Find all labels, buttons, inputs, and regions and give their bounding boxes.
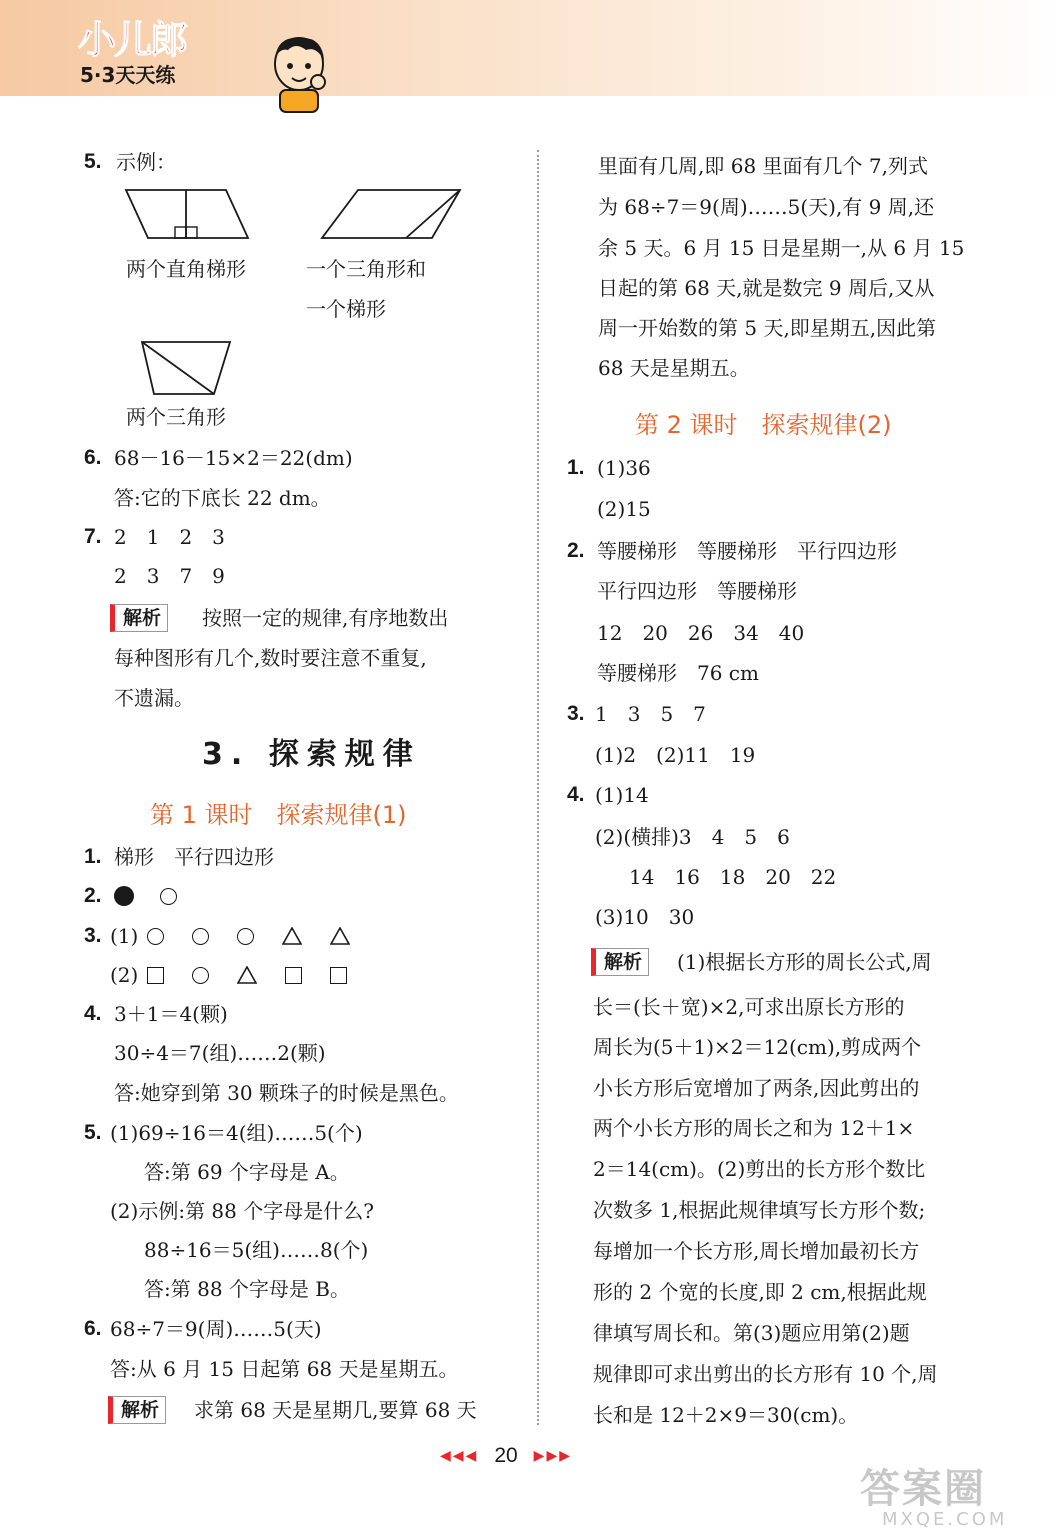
analysis-badge: 解析	[110, 604, 168, 632]
logo-title: 小儿郎	[78, 18, 187, 62]
analysis-text: 按照一定的规律,有序地数出	[202, 606, 449, 630]
lesson-title: 第 2 课时 探索规律(2)	[635, 411, 892, 439]
watermark-url: MXQE.COM	[882, 1509, 1008, 1530]
answer-line: (2)15	[597, 497, 651, 521]
answer-line: 答:第 69 个字母是 A。	[144, 1160, 350, 1184]
question-number: 7.	[84, 525, 102, 548]
page-footer	[440, 1444, 572, 1468]
answer-line: 12 20 26 34 40	[597, 621, 805, 645]
right-arrows-icon: ▶▶▶	[533, 1448, 572, 1464]
triangle-icon	[330, 927, 350, 945]
analysis-text: 里面有几周,即 68 里面有几个 7,列式	[598, 154, 928, 178]
answer-line: 等腰梯形 76 cm	[597, 661, 759, 685]
circle-icon	[237, 928, 254, 945]
analysis-badge: 解析	[591, 948, 649, 976]
q5-text: 示例：	[116, 150, 176, 174]
a3-row2-shapes	[147, 966, 347, 984]
a3-row1-shapes	[147, 927, 350, 945]
answer-line: 答:它的下底长 22 dm。	[114, 486, 331, 510]
triangle-icon	[237, 966, 257, 984]
answer-line: (2)示例:第 88 个字母是什么?	[110, 1199, 374, 1223]
analysis-text: 日起的第 68 天,就是数完 9 周后,又从	[598, 276, 935, 300]
analysis-badge: 解析	[108, 1396, 166, 1424]
answer-line: (3)10 30	[595, 905, 695, 929]
column-divider	[537, 150, 539, 1425]
question-number: 2.	[567, 539, 585, 562]
triangle-icon	[282, 927, 302, 945]
figure-caption: 两个三角形	[126, 405, 226, 429]
answer-label: (1)	[110, 924, 139, 948]
a2-shapes	[114, 886, 177, 906]
answer-line: 平行四边形 等腰梯形	[597, 579, 797, 603]
answer-line: (1)14	[595, 783, 649, 807]
answer-line: 梯形 平行四边形	[114, 845, 274, 869]
question-number: 3.	[84, 924, 102, 947]
analysis-text: 每增加一个长方形,周长增加最初长方	[593, 1239, 920, 1263]
question-number: 4.	[567, 783, 585, 806]
answer-line: 2 1 2 3	[114, 525, 225, 549]
lesson-title: 第 1 课时 探索规律(1)	[150, 801, 407, 829]
answer-line: 30÷4＝7(组)……2(颗)	[114, 1041, 326, 1065]
answer-line: 88÷16＝5(组)……8(个)	[144, 1238, 369, 1262]
answer-line: 3＋1＝4(颗)	[114, 1002, 228, 1026]
mascot-icon	[266, 34, 332, 114]
answer-line: 68－16－15×2＝22(dm)	[114, 446, 353, 470]
analysis-text: 小长方形后宽增加了两条,因此剪出的	[593, 1076, 920, 1100]
analysis-text: 2＝14(cm)。(2)剪出的长方形个数比	[593, 1157, 926, 1181]
page-number: 20	[494, 1444, 518, 1467]
section-title: 3. 探索规律	[202, 737, 421, 772]
answer-line: 2 3 7 9	[114, 564, 225, 588]
answer-label: (2)	[110, 963, 139, 987]
circle-icon	[160, 888, 177, 905]
filled-circle-icon	[114, 886, 134, 906]
answer-line: (1)36	[597, 456, 651, 480]
answer-line: (2)(横排)3 4 5 6	[595, 825, 790, 849]
analysis-text: 不遗漏。	[114, 686, 194, 710]
analysis-text: 求第 68 天是星期几,要算 68 天	[194, 1398, 477, 1422]
answer-line: (1)69÷16＝4(组)……5(个)	[110, 1121, 363, 1145]
square-icon	[330, 967, 347, 984]
figure-two-right-trapezoids	[122, 186, 252, 246]
answer-line: 14 16 18 20 22	[629, 865, 837, 889]
left-arrows-icon: ◀◀◀	[440, 1448, 479, 1464]
brand-logo	[78, 20, 258, 92]
analysis-text: 68 天是星期五。	[598, 356, 750, 380]
question-number: 5.	[84, 150, 102, 173]
analysis-text: 长＝(长＋宽)×2,可求出原长方形的	[593, 995, 905, 1019]
figure-two-triangles	[138, 338, 234, 398]
logo-subtitle: 5·3天天练	[80, 63, 176, 87]
analysis-text: 余 5 天。6 月 15 日是星期一,从 6 月 15	[598, 236, 965, 260]
analysis-text: 规律即可求出剪出的长方形有 10 个,周	[593, 1362, 938, 1386]
answer-line: (1)2 (2)11 19	[595, 743, 756, 767]
answer-line: 答:她穿到第 30 颗珠子的时候是黑色。	[114, 1081, 459, 1105]
analysis-text: 形的 2 个宽的长度,即 2 cm,根据此规	[593, 1280, 927, 1304]
figure-caption: 一个三角形和	[306, 257, 426, 281]
analysis-text: (1)根据长方形的周长公式,周	[677, 950, 932, 974]
answer-line: 68÷7＝9(周)……5(天)	[110, 1317, 322, 1341]
analysis-text: 每种图形有几个,数时要注意不重复,	[114, 646, 427, 670]
circle-icon	[147, 928, 164, 945]
circle-icon	[192, 928, 209, 945]
figure-caption: 两个直角梯形	[126, 257, 246, 281]
answer-line: 答:第 88 个字母是 B。	[144, 1277, 350, 1301]
question-number: 2.	[84, 884, 102, 907]
square-icon	[147, 967, 164, 984]
question-number: 3.	[567, 702, 585, 725]
question-number: 1.	[84, 845, 102, 868]
answer-line: 1 3 5 7	[595, 702, 706, 726]
question-number: 4.	[84, 1002, 102, 1025]
figure-triangle-and-trapezoid	[318, 186, 466, 246]
analysis-text: 周一开始数的第 5 天,即星期五,因此第	[598, 316, 937, 340]
square-icon	[285, 967, 302, 984]
analysis-text: 周长为(5＋1)×2＝12(cm),剪成两个	[593, 1035, 922, 1059]
question-number: 5.	[84, 1121, 102, 1144]
watermark-logo: 答案圈	[860, 1466, 986, 1512]
analysis-text: 两个小长方形的周长之和为 12＋1×	[593, 1116, 915, 1140]
analysis-text: 长和是 12＋2×9＝30(cm)。	[593, 1403, 859, 1427]
watermark	[860, 1468, 1007, 1530]
analysis-text: 为 68÷7＝9(周)……5(天),有 9 周,还	[598, 195, 935, 219]
circle-icon	[192, 967, 209, 984]
answer-line: 答:从 6 月 15 日起第 68 天是星期五。	[110, 1357, 459, 1381]
figure-caption: 一个梯形	[306, 297, 386, 321]
answer-line: 等腰梯形 等腰梯形 平行四边形	[597, 539, 897, 563]
analysis-text: 律填写周长和。第(3)题应用第(2)题	[593, 1321, 910, 1345]
analysis-text: 次数多 1,根据此规律填写长方形个数;	[593, 1198, 926, 1222]
question-number: 1.	[567, 456, 585, 479]
question-number: 6.	[84, 1317, 102, 1340]
question-number: 6.	[84, 446, 102, 469]
